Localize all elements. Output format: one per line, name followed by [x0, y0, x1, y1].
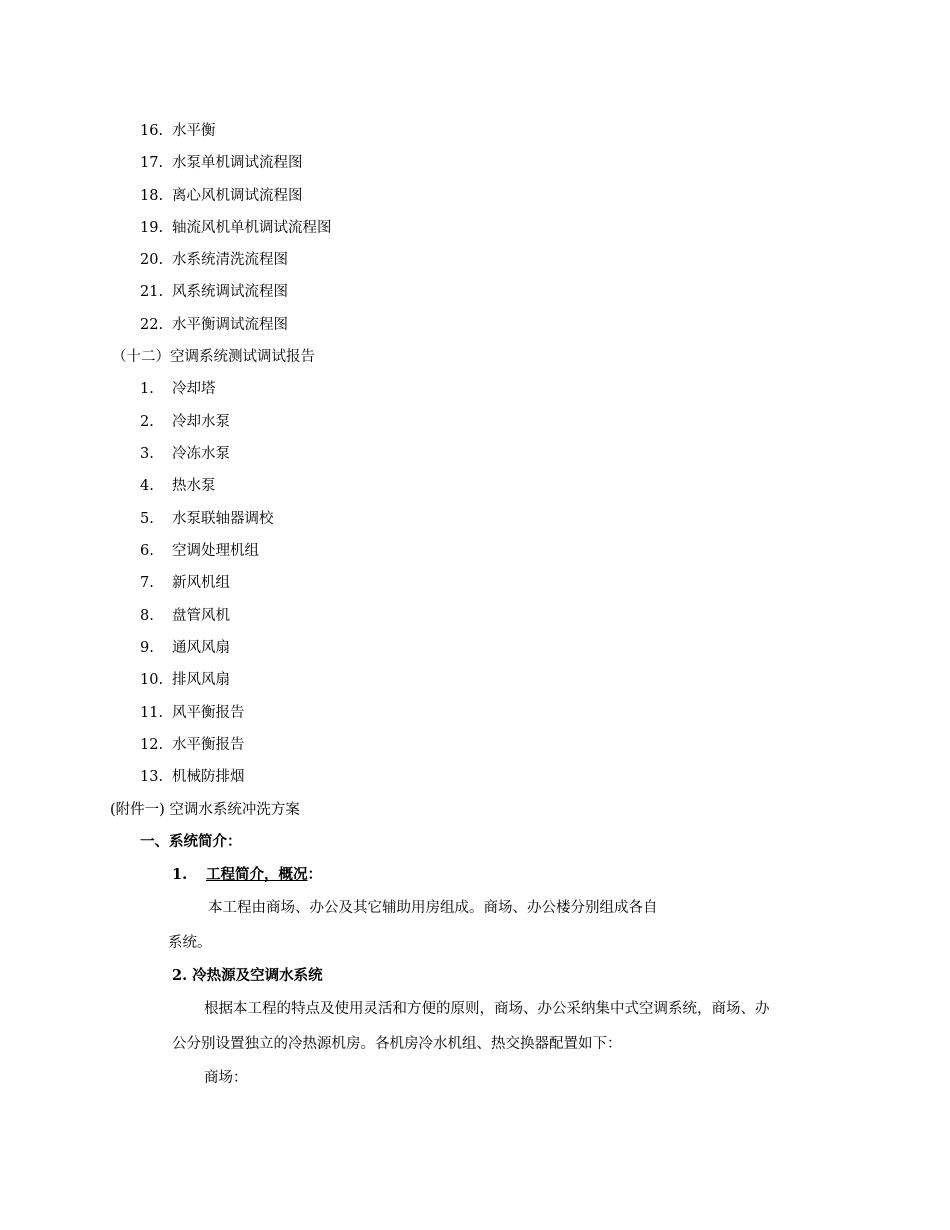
subheading-number: 1. [172, 866, 188, 883]
paragraph-line: 根据本工程的特点及使用灵活和方便的原则，商场、办公采纳集中式空调系统，商场、办 [204, 1001, 770, 1017]
list-item-number: 9. [140, 640, 154, 656]
subheading-colon: ： [307, 866, 322, 883]
list-item-text: 水平衡 [172, 123, 216, 139]
list-item-number: 18. [140, 188, 164, 204]
list-item-text: 离心风机调试流程图 [172, 188, 303, 204]
list-item [140, 541, 259, 561]
list-item-text: 水平衡调试流程图 [172, 317, 288, 333]
list-item [140, 315, 288, 335]
list-item-number: 12. [140, 737, 164, 753]
list-item [140, 379, 216, 399]
section-title: （十二）空调系统测试调试报告 [112, 349, 315, 365]
list-item [140, 444, 230, 464]
list-item-text: 冷冻水泵 [172, 446, 230, 462]
list-item [140, 186, 303, 206]
list-item-text: 水泵单机调试流程图 [172, 155, 303, 171]
subheading-text: 工程简介，概况 [206, 866, 308, 883]
list-item-text: 水系统清洗流程图 [172, 252, 288, 268]
list-item-number: 4. [140, 478, 154, 494]
list-item-number: 11. [140, 705, 164, 721]
list-item [140, 767, 245, 787]
list-item-text: 轴流风机单机调试流程图 [172, 220, 332, 236]
list-item [140, 250, 288, 270]
list-item-number: 2. [140, 414, 154, 430]
list-item-number: 8. [140, 608, 154, 624]
list-item [140, 638, 230, 658]
list-item-text: 冷却水泵 [172, 414, 230, 430]
list-item [140, 703, 245, 723]
list-item [140, 476, 216, 496]
list-item-text: 冷却塔 [172, 381, 216, 397]
list-item [140, 735, 245, 755]
list-item-text: 热水泵 [172, 478, 216, 494]
list-item [140, 606, 230, 626]
list-item-number: 7. [140, 575, 154, 591]
list-item-text: 新风机组 [172, 575, 230, 591]
list-item-text: 水平衡报告 [172, 737, 245, 753]
list-item [140, 218, 332, 238]
list-item [140, 282, 288, 302]
subheading-cooling-heating: 2. 冷热源及空调水系统 [172, 967, 323, 984]
paragraph-line: 商场： [204, 1070, 248, 1086]
list-item-text: 排风风扇 [172, 672, 230, 688]
list-item-text: 水泵联轴器调校 [172, 511, 274, 527]
list-item-text: 风系统调试流程图 [172, 284, 288, 300]
list-item-number: 3. [140, 446, 154, 462]
paragraph-line: 公分别设置独立的冷热源机房。各机房冷水机组、热交换器配置如下： [172, 1036, 622, 1052]
list-item-number: 20. [140, 252, 164, 268]
list-item [140, 573, 230, 593]
list-item-number: 6. [140, 543, 154, 559]
subheading-project-overview [172, 865, 322, 885]
list-item-text: 盘管风机 [172, 608, 230, 624]
list-item [140, 153, 303, 173]
list-item-number: 13. [140, 769, 164, 785]
list-item-text: 风平衡报告 [172, 705, 245, 721]
list-item-text: 空调处理机组 [172, 543, 259, 559]
list-item-number: 16. [140, 123, 164, 139]
list-item-number: 22. [140, 317, 164, 333]
heading-system-intro: 一、系统简介： [140, 833, 242, 850]
list-item-number: 21. [140, 284, 164, 300]
paragraph-line: 系统。 [168, 935, 212, 951]
list-item [140, 121, 216, 141]
list-item-number: 19. [140, 220, 164, 236]
list-item-number: 5. [140, 511, 154, 527]
list-item-text: 通风风扇 [172, 640, 230, 656]
list-item-number: 1. [140, 381, 154, 397]
paragraph-line: 本工程由商场、办公及其它辅助用房组成。商场、办公楼分别组成各自 [208, 900, 658, 916]
list-item [140, 509, 274, 529]
list-item-number: 10. [140, 672, 164, 688]
appendix-title: (附件一) 空调水系统冲洗方案 [110, 802, 300, 818]
list-item-text: 机械防排烟 [172, 769, 245, 785]
list-item [140, 670, 230, 690]
list-item-number: 17. [140, 155, 164, 171]
list-item [140, 412, 230, 432]
